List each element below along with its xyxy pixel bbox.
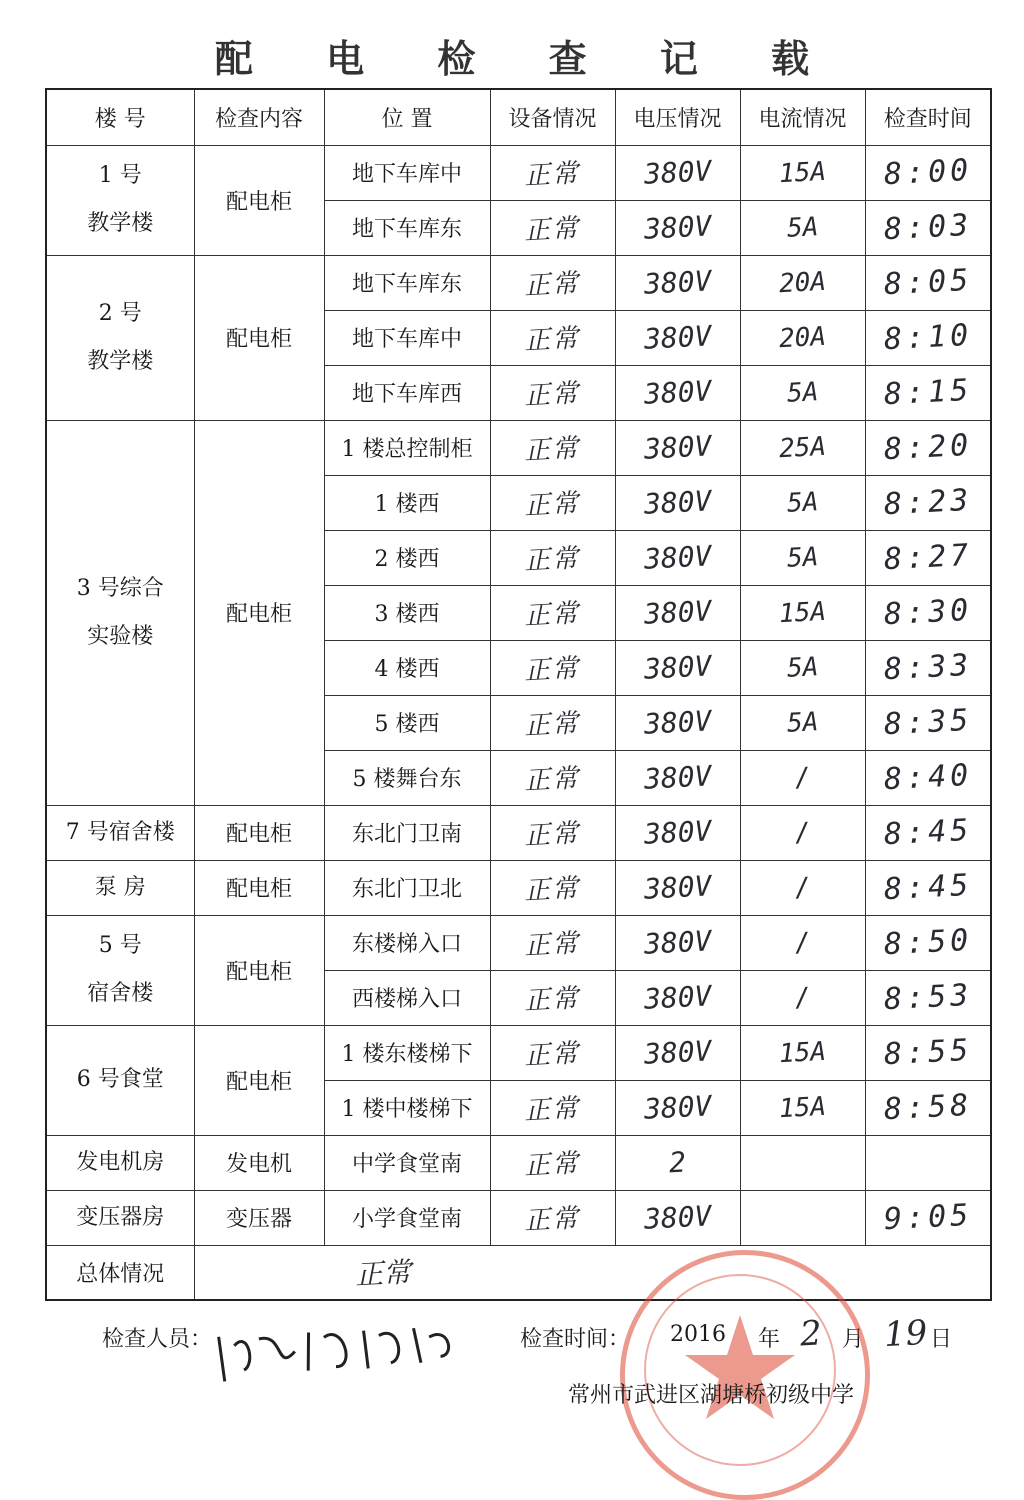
inspection-table <box>45 88 992 1301</box>
current-cell <box>740 1190 865 1245</box>
seal-star-icon <box>625 1255 855 1485</box>
date-year-unit: 年 <box>758 1327 781 1352</box>
current-cell <box>740 420 865 475</box>
time-cell-value: 8:35 <box>882 702 973 743</box>
header-content: 检查内容 <box>194 89 324 145</box>
current-cell <box>740 200 865 255</box>
content-cell: 发电机 <box>194 1135 324 1190</box>
time-cell <box>865 970 991 1025</box>
time-cell <box>865 585 991 640</box>
school-name: 常州市武进区湖塘桥初级中学 <box>568 1383 855 1408</box>
building-name-line2: 宿舍楼 <box>87 981 154 1006</box>
time-cell-value: 8:45 <box>882 867 973 908</box>
voltage-cell-value: 380V <box>642 979 713 1016</box>
table-row <box>46 255 991 310</box>
building-name-line2: 实验楼 <box>87 623 154 649</box>
current-cell <box>740 255 865 310</box>
current-cell <box>740 915 865 970</box>
equipment-cell-value: 正常 <box>523 378 582 412</box>
voltage-cell-value: 380V <box>642 759 713 796</box>
current-cell-value: / <box>793 927 812 958</box>
time-cell <box>865 640 991 695</box>
content-cell: 配电柜 <box>194 915 324 1025</box>
date-day-unit: 日 <box>930 1327 953 1352</box>
time-cell-value: 8:05 <box>882 262 973 303</box>
time-cell-value: 9:05 <box>882 1197 973 1238</box>
time-cell <box>865 365 991 420</box>
equipment-cell-value: 正常 <box>523 1203 582 1237</box>
current-cell-value: / <box>793 872 812 903</box>
equipment-cell-value: 正常 <box>523 708 582 742</box>
voltage-cell <box>615 200 740 255</box>
voltage-cell-value: 380V <box>642 374 713 411</box>
building-cell <box>46 1025 194 1135</box>
time-cell <box>865 1080 991 1135</box>
current-cell-value: 15A <box>778 1091 827 1124</box>
time-cell-value: 8:27 <box>882 537 973 578</box>
equipment-cell-value: 正常 <box>523 543 582 577</box>
equipment-cell <box>490 145 615 200</box>
time-cell <box>865 200 991 255</box>
location-cell: 地下车库东 <box>324 200 490 255</box>
location-cell: 中学食堂南 <box>324 1135 490 1190</box>
time-cell <box>865 915 991 970</box>
equipment-cell <box>490 310 615 365</box>
voltage-cell <box>615 255 740 310</box>
equipment-cell <box>490 750 615 805</box>
building-cell <box>46 1190 194 1245</box>
date-year: 2016 <box>670 1322 726 1347</box>
current-cell-value: 25A <box>778 431 827 464</box>
current-cell <box>740 640 865 695</box>
time-cell <box>865 750 991 805</box>
building-name-line1: 2 号 <box>98 300 142 326</box>
voltage-cell <box>615 585 740 640</box>
current-cell <box>740 365 865 420</box>
date-month-unit: 月 <box>842 1327 865 1352</box>
building-cell <box>46 860 194 915</box>
voltage-cell <box>615 970 740 1025</box>
building-name-line1: 6 号食堂 <box>76 1067 164 1092</box>
voltage-cell-value: 380V <box>642 1034 713 1071</box>
equipment-cell-value: 正常 <box>523 928 582 962</box>
building-name-line1: 3 号综合 <box>76 575 164 601</box>
voltage-cell-value: 380V <box>642 924 713 961</box>
equipment-cell <box>490 1135 615 1190</box>
location-cell: 1 楼总控制柜 <box>324 420 490 475</box>
time-cell-value: 8:20 <box>882 427 973 468</box>
building-name-line2: 教学楼 <box>87 211 154 236</box>
table-row <box>46 420 991 475</box>
current-cell-value: 5A <box>786 651 819 684</box>
current-cell-value: 5A <box>786 706 819 739</box>
time-cell-value: 8:53 <box>882 977 973 1018</box>
content-cell: 变压器 <box>194 1190 324 1245</box>
voltage-cell-value: 380V <box>642 539 713 576</box>
header-location: 位 置 <box>324 89 490 145</box>
location-cell: 小学食堂南 <box>324 1190 490 1245</box>
location-cell: 4 楼西 <box>324 640 490 695</box>
voltage-cell <box>615 1080 740 1135</box>
voltage-cell-value: 380V <box>642 814 713 851</box>
time-cell <box>865 1025 991 1080</box>
location-cell: 地下车库中 <box>324 145 490 200</box>
location-cell: 西楼梯入口 <box>324 970 490 1025</box>
current-cell <box>740 585 865 640</box>
building-cell <box>46 1135 194 1190</box>
current-cell <box>740 970 865 1025</box>
current-cell-value: 5A <box>786 376 819 409</box>
equipment-cell <box>490 420 615 475</box>
time-cell-value: 8:33 <box>882 647 973 688</box>
time-cell-value: 8:50 <box>882 922 973 963</box>
table-body <box>46 89 991 1300</box>
header-current: 电流情况 <box>740 89 865 145</box>
building-name-line1: 7 号宿舍楼 <box>65 819 175 845</box>
table-row <box>46 1025 991 1080</box>
voltage-cell <box>615 1190 740 1245</box>
location-cell: 东北门卫北 <box>324 860 490 915</box>
equipment-cell-value: 正常 <box>523 323 582 357</box>
location-cell: 5 楼西 <box>324 695 490 750</box>
location-cell: 地下车库西 <box>324 365 490 420</box>
location-cell: 东楼梯入口 <box>324 915 490 970</box>
current-cell <box>740 750 865 805</box>
building-name-line2: 教学楼 <box>87 348 154 374</box>
building-name-line1: 发电机房 <box>76 1149 165 1175</box>
table-row <box>46 805 991 860</box>
content-cell: 配电柜 <box>194 1025 324 1135</box>
inspector-label: 检查人员： <box>102 1327 213 1352</box>
voltage-cell-value: 380V <box>642 264 713 301</box>
current-cell <box>740 1080 865 1135</box>
current-cell-value: / <box>793 817 812 848</box>
official-seal <box>620 1250 870 1500</box>
equipment-cell <box>490 915 615 970</box>
current-cell <box>740 860 865 915</box>
building-name-line1: 泵 房 <box>94 874 146 900</box>
building-name-line1: 变压器房 <box>76 1204 165 1230</box>
time-cell-value: 8:40 <box>882 757 973 798</box>
current-cell <box>740 805 865 860</box>
time-cell <box>865 145 991 200</box>
equipment-cell-value: 正常 <box>523 598 582 632</box>
voltage-cell <box>615 530 740 585</box>
equipment-cell <box>490 640 615 695</box>
content-cell: 配电柜 <box>194 145 324 255</box>
table-row <box>46 1190 991 1245</box>
time-cell <box>865 420 991 475</box>
equipment-cell <box>490 695 615 750</box>
current-cell <box>740 1025 865 1080</box>
voltage-cell-value: 380V <box>642 594 713 631</box>
current-cell <box>740 530 865 585</box>
voltage-cell <box>615 915 740 970</box>
document-title: 配 电 检 查 记 载 <box>214 37 840 81</box>
voltage-cell <box>615 1135 740 1190</box>
equipment-cell <box>490 1080 615 1135</box>
location-cell: 1 楼中楼梯下 <box>324 1080 490 1135</box>
date-month: 2 <box>798 1313 823 1355</box>
equipment-cell-value: 正常 <box>523 1148 582 1182</box>
current-cell-value: / <box>793 982 812 1013</box>
current-cell-value: 20A <box>778 266 827 299</box>
location-cell: 2 楼西 <box>324 530 490 585</box>
voltage-cell <box>615 420 740 475</box>
header-voltage: 电压情况 <box>615 89 740 145</box>
location-cell: 地下车库中 <box>324 310 490 365</box>
current-cell-value: 15A <box>778 1036 827 1069</box>
current-cell-value: 20A <box>778 321 827 354</box>
building-cell <box>46 145 194 255</box>
current-cell-value: 5A <box>786 541 819 574</box>
building-cell <box>46 255 194 420</box>
overall-value-cell <box>194 1245 991 1300</box>
current-cell <box>740 475 865 530</box>
header-equipment: 设备情况 <box>490 89 615 145</box>
equipment-cell-value: 正常 <box>523 268 582 302</box>
content-cell: 配电柜 <box>194 420 324 805</box>
equipment-cell-value: 正常 <box>523 818 582 852</box>
time-cell <box>865 860 991 915</box>
time-cell-value: 8:00 <box>882 152 973 193</box>
table-row <box>46 1135 991 1190</box>
overall-label: 总体情况 <box>46 1245 194 1300</box>
equipment-cell-value: 正常 <box>523 653 582 687</box>
header-building: 楼 号 <box>46 89 194 145</box>
equipment-cell <box>490 1025 615 1080</box>
time-cell <box>865 1135 991 1190</box>
current-cell-value: 15A <box>778 156 827 189</box>
location-cell: 3 楼西 <box>324 585 490 640</box>
voltage-cell <box>615 750 740 805</box>
date-day: 19 <box>882 1312 929 1356</box>
time-cell-value: 8:45 <box>882 812 973 853</box>
building-name-line1: 5 号 <box>98 933 142 958</box>
current-cell-value: 15A <box>778 596 827 629</box>
voltage-cell-value: 380V <box>642 209 713 246</box>
equipment-cell-value: 正常 <box>523 763 582 797</box>
signature-scribble <box>213 1309 477 1387</box>
location-cell: 5 楼舞台东 <box>324 750 490 805</box>
content-cell: 配电柜 <box>194 255 324 420</box>
current-cell <box>740 310 865 365</box>
equipment-cell-value: 正常 <box>523 213 582 247</box>
location-cell: 1 楼西 <box>324 475 490 530</box>
voltage-cell <box>615 310 740 365</box>
voltage-cell-value: 380V <box>642 649 713 686</box>
current-cell <box>740 145 865 200</box>
voltage-cell-value: 380V <box>642 484 713 521</box>
time-cell-value: 8:55 <box>882 1032 973 1073</box>
equipment-cell-value: 正常 <box>523 873 582 907</box>
time-cell <box>865 530 991 585</box>
content-cell: 配电柜 <box>194 860 324 915</box>
time-cell <box>865 310 991 365</box>
location-cell: 东北门卫南 <box>324 805 490 860</box>
equipment-cell <box>490 475 615 530</box>
voltage-cell-value: 380V <box>642 154 713 191</box>
equipment-cell-value: 正常 <box>523 488 582 522</box>
equipment-cell <box>490 1190 615 1245</box>
equipment-cell <box>490 530 615 585</box>
location-cell: 1 楼东楼梯下 <box>324 1025 490 1080</box>
voltage-cell <box>615 365 740 420</box>
building-name-line1: 1 号 <box>98 163 142 188</box>
date-label: 检查时间： <box>520 1327 631 1352</box>
time-cell-value: 8:03 <box>882 207 973 248</box>
voltage-cell-value: 380V <box>642 429 713 466</box>
voltage-cell-value: 380V <box>642 1089 713 1126</box>
equipment-cell <box>490 860 615 915</box>
time-cell <box>865 255 991 310</box>
voltage-cell <box>615 640 740 695</box>
equipment-cell <box>490 585 615 640</box>
voltage-cell-value: 380V <box>642 869 713 906</box>
voltage-cell-value: 380V <box>642 319 713 356</box>
equipment-cell <box>490 970 615 1025</box>
inspector-signature <box>213 1309 477 1395</box>
voltage-cell <box>615 805 740 860</box>
equipment-cell-value: 正常 <box>523 983 582 1017</box>
time-cell-value: 8:23 <box>882 482 973 523</box>
voltage-cell <box>615 695 740 750</box>
current-cell <box>740 1135 865 1190</box>
table-row <box>46 915 991 970</box>
voltage-cell-value: 2 <box>668 1145 687 1180</box>
time-cell-value: 8:10 <box>882 317 973 358</box>
overall-value: 正常 <box>353 1255 412 1292</box>
location-cell: 地下车库东 <box>324 255 490 310</box>
equipment-cell <box>490 255 615 310</box>
time-cell <box>865 695 991 750</box>
time-cell-value: 8:30 <box>882 592 973 633</box>
building-cell <box>46 805 194 860</box>
time-cell <box>865 805 991 860</box>
voltage-cell <box>615 860 740 915</box>
voltage-cell <box>615 475 740 530</box>
current-cell <box>740 695 865 750</box>
equipment-cell <box>490 365 615 420</box>
voltage-cell-value: 380V <box>642 1199 713 1236</box>
current-cell-value: 5A <box>786 486 819 519</box>
equipment-cell-value: 正常 <box>523 1038 582 1072</box>
building-cell <box>46 420 194 805</box>
equipment-cell-value: 正常 <box>523 433 582 467</box>
header-time: 检查时间 <box>865 89 991 145</box>
table-header-row <box>46 89 991 145</box>
time-cell-value: 8:58 <box>882 1087 973 1128</box>
table-row <box>46 860 991 915</box>
table-row <box>46 145 991 200</box>
time-cell-value: 8:15 <box>882 372 973 413</box>
time-cell <box>865 475 991 530</box>
voltage-cell <box>615 1025 740 1080</box>
content-cell: 配电柜 <box>194 805 324 860</box>
equipment-cell-value: 正常 <box>523 158 582 192</box>
equipment-cell <box>490 200 615 255</box>
time-cell <box>865 1190 991 1245</box>
voltage-cell-value: 380V <box>642 704 713 741</box>
equipment-cell <box>490 805 615 860</box>
current-cell-value: / <box>793 762 812 793</box>
equipment-cell-value: 正常 <box>523 1093 582 1127</box>
building-cell <box>46 915 194 1025</box>
current-cell-value: 5A <box>786 211 819 244</box>
voltage-cell <box>615 145 740 200</box>
